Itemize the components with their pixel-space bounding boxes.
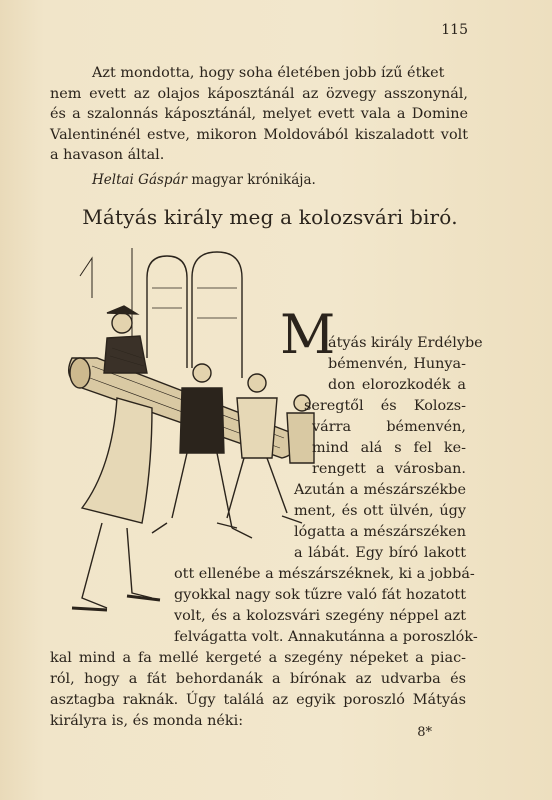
page-number: 115 bbox=[441, 22, 468, 38]
intro-line: és a szalonnás káposztánál, melyet evett vala a Domine bbox=[50, 106, 468, 122]
body-line: kal mind a fa mellé kergeté a szegény népeket a piac- bbox=[50, 650, 466, 666]
body-line: asztagba raknák. Úgy találá az egyik poroszló Mátyás bbox=[50, 692, 466, 708]
body-line: felvágatta volt. Annakutánna a poroszlók- bbox=[174, 629, 478, 645]
body-line: királyra is, és monda néki: bbox=[50, 713, 244, 729]
body-line: seregtől és Kolozs- bbox=[304, 398, 466, 414]
body-line: don elorozkodék a bbox=[328, 377, 466, 393]
source-citation bbox=[92, 172, 316, 188]
body-line: ment, és ott ülvén, úgy bbox=[294, 503, 466, 519]
intro-line: Valentinénél estve, mikoron Moldovából kiszaladott volt bbox=[50, 126, 468, 143]
intro-line: a havason által. bbox=[50, 147, 165, 163]
body-line: ról, hogy a fát behordanák a bírónak az udvarba és bbox=[50, 671, 466, 687]
source-author: Heltai Gáspár bbox=[92, 172, 188, 188]
body-line: mind alá s fel ke- bbox=[312, 440, 466, 456]
intro-line: Azt mondotta, hogy soha életében jobb ízű étket bbox=[92, 65, 445, 81]
chapter-heading: Mátyás király meg a kolozsvári biró. bbox=[82, 205, 458, 229]
body-line: bémenvén, Hunya- bbox=[328, 356, 466, 372]
body-line: átyás király Erdélybe bbox=[328, 335, 483, 351]
body-line: lógatta a mészárszéken bbox=[294, 524, 466, 540]
body-line: volt, és a kolozsvári szegény néppel azt bbox=[174, 608, 466, 624]
body-line: a lábát. Egy bíró lakott bbox=[294, 545, 466, 561]
body-line: ott ellenébe a mészárszéknek, ki a jobbá- bbox=[174, 566, 475, 582]
body-line: rengett a városban. bbox=[312, 461, 466, 477]
body-line: gyokkal nagy sok tűzre való fát hozatott bbox=[174, 587, 466, 603]
source-work: magyar krónikája. bbox=[191, 172, 316, 188]
intro-paragraph bbox=[50, 63, 468, 166]
drop-cap: M bbox=[280, 303, 336, 366]
body-line: várra bémenvén, bbox=[312, 419, 466, 435]
intro-line: nem evett az olajos káposztánál az özvegy asszonynál, bbox=[50, 85, 468, 102]
signature-mark: 8* bbox=[417, 725, 432, 740]
body-line: Azután a mészárszékbe bbox=[294, 482, 466, 498]
